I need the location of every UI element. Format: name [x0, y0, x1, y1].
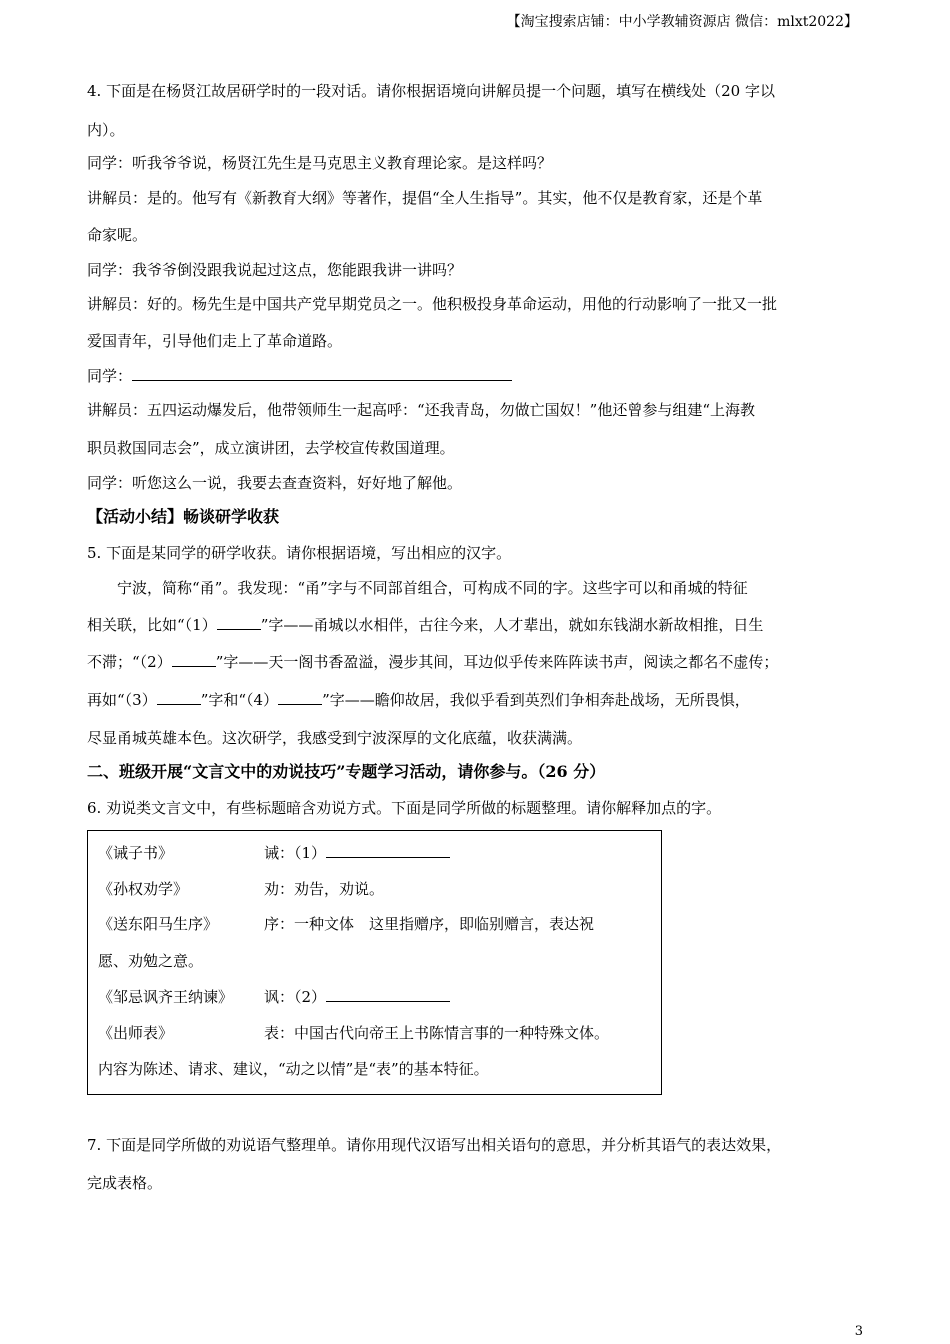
q5-line3-start: 不滞；“（2）	[87, 653, 172, 671]
dialogue-student-3	[87, 366, 512, 386]
note-jie	[264, 843, 450, 863]
answer-blank-6-1[interactable]	[326, 843, 450, 858]
q5-line4-mid: ”字和“（4）	[200, 691, 279, 709]
note-quan: 劝：劝告，劝说。	[264, 880, 385, 898]
page-header: 【淘宝搜索店铺：中小学教辅资源店 微信：mlxt2022】	[506, 14, 858, 30]
q5-line4-end: ”字——瞻仰故居，我似乎看到英烈们争相奔赴战场，无所畏惧，	[322, 691, 750, 709]
answer-blank-3[interactable]	[157, 690, 201, 705]
title-songdongyang: 《送东阳马生序》	[98, 915, 219, 933]
q4-prompt-line2: 内）。	[87, 121, 125, 139]
q5-prompt: 5. 下面是某同学的研学收获。请你根据语境，写出相应的汉字。	[87, 544, 512, 562]
note-jie-text: 诫：（1）	[264, 844, 327, 862]
q5-para-line5: 尽显甬城英雄本色。这次研学，我感受到宁波深厚的文化底蕴，收获满满。	[87, 729, 583, 747]
q5-line4-start: 再如“（3）	[87, 691, 157, 709]
q5-line2-end: ”字——甬城以水相伴，古往今来，人才辈出，就如东钱湖水新故相推，日生	[260, 616, 764, 634]
answer-blank-q4[interactable]	[132, 366, 512, 381]
note-xu: 序：一种文体 这里指赠序，即临别赠言，表达祝	[264, 915, 595, 933]
q5-line3-end: ”字——天一阁书香盈溢，漫步其间，耳边似乎传来阵阵读书声，阅读之都名不虚传；	[215, 653, 779, 671]
q4-prompt-line1: 4. 下面是在杨贤江故居研学时的一段对话。请你根据语境向讲解员提一个问题，填写在横线处（20 字以	[87, 82, 775, 100]
dialogue-student-1: 同学：听我爷爷说，杨贤江先生是马克思主义教育理论家。是这样吗？	[87, 154, 553, 172]
title-sunquanquanxue: 《孙权劝学》	[98, 880, 189, 898]
answer-blank-2[interactable]	[172, 652, 216, 667]
note-feng	[264, 987, 450, 1007]
note-biao-continued: 内容为陈述、请求、建议，“动之以情”是“表”的基本特征。	[98, 1060, 489, 1078]
answer-blank-1[interactable]	[217, 615, 261, 630]
dialogue-guide-2a: 讲解员：好的。杨先生是中国共产党早期党员之一。他积极投身革命运动，用他的行动影响了一批又一批	[87, 295, 778, 313]
note-xu-continued: 愿、劝勉之意。	[98, 952, 204, 970]
dialogue-student-4: 同学：听您这么一说，我要去查查资料，好好地了解他。	[87, 474, 463, 492]
dialogue-guide-3a: 讲解员：五四运动爆发后，他带领师生一起高呼：“还我青岛，勿做亡国奴！”他还曾参与组建“上海教	[87, 401, 756, 419]
note-feng-text: 讽：（2）	[264, 988, 327, 1006]
q7-prompt-line2: 完成表格。	[87, 1174, 163, 1192]
title-jiezishu: 《诫子书》	[98, 844, 174, 862]
summary-heading: 【活动小结】畅谈研学收获	[87, 507, 280, 526]
section2-heading: 二、班级开展“文言文中的劝说技巧”专题学习活动，请你参与。（26 分）	[87, 762, 606, 781]
title-notes-box	[87, 830, 662, 1095]
dialogue-student-3-label: 同学：	[87, 367, 133, 385]
q5-para-line2	[87, 615, 763, 635]
note-biao: 表：中国古代向帝王上书陈情言事的一种特殊文体。	[264, 1024, 610, 1042]
answer-blank-4[interactable]	[278, 690, 322, 705]
q7-prompt-line1: 7. 下面是同学所做的劝说语气整理单。请你用现代汉语写出相关语句的意思，并分析其语气的表达效果，	[87, 1136, 782, 1154]
q5-line2-start: 相关联，比如“（1）	[87, 616, 217, 634]
title-chushibiao: 《出师表》	[98, 1024, 174, 1042]
q5-para-line4	[87, 690, 750, 710]
dialogue-guide-2b: 爱国青年，引导他们走上了革命道路。	[87, 332, 343, 350]
dialogue-guide-3b: 职员救国同志会”，成立演讲团，去学校宣传救国道理。	[87, 439, 455, 457]
q5-para-line1: 宁波，简称“甬”。我发现：“甬”字与不同部首组合，可构成不同的字。这些字可以和甬城的特征	[117, 579, 748, 597]
dialogue-student-2: 同学：我爷爷倒没跟我说起过这点，您能跟我讲一讲吗？	[87, 261, 463, 279]
page-number: 3	[854, 1324, 863, 1339]
q5-para-line3	[87, 652, 778, 672]
q6-prompt: 6. 劝说类文言文中，有些标题暗含劝说方式。下面是同学所做的标题整理。请你解释加点的字。	[87, 799, 722, 817]
title-zoujifeng: 《邹忌讽齐王纳谏》	[98, 988, 234, 1006]
dialogue-guide-1b: 命家呢。	[87, 226, 148, 244]
dialogue-guide-1a: 讲解员：是的。他写有《新教育大纲》等著作，提倡“全人生指导”。其实，他不仅是教育家，还是个革	[87, 189, 763, 207]
answer-blank-6-2[interactable]	[326, 987, 450, 1002]
